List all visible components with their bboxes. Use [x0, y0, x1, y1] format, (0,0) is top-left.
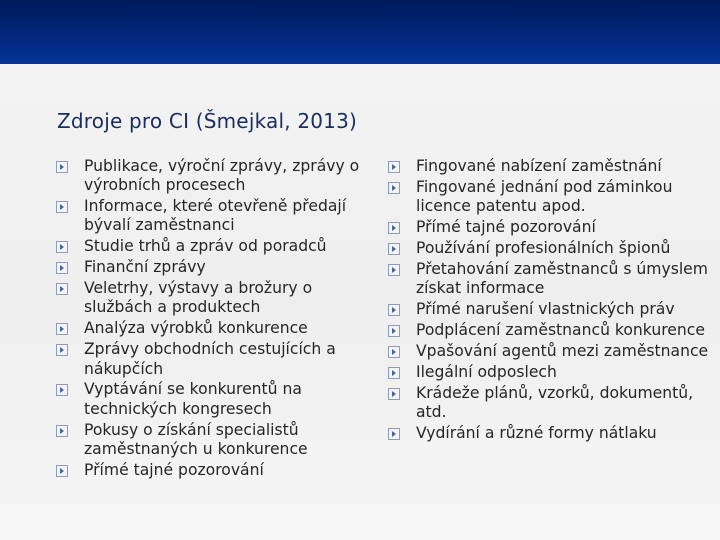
list-item-text: Vyptávání se konkurentů na technických kongresech [84, 380, 302, 418]
list-item-text: Fingované nabízení zaměstnání [416, 157, 662, 175]
list-item-text: Zprávy obchodních cestujících a nákupčích [84, 340, 336, 378]
list-item [388, 363, 710, 382]
list-item [388, 384, 710, 423]
square-arrow-bullet-icon [388, 182, 400, 194]
list-item-text: Přímé narušení vlastnických práv [416, 300, 675, 319]
square-arrow-bullet-icon [388, 304, 400, 316]
square-arrow-bullet-icon [388, 367, 400, 379]
list-item [388, 239, 710, 258]
square-arrow-bullet-icon [388, 325, 400, 337]
list-item-text: Používání profesionálních špionů [416, 238, 671, 257]
square-arrow-bullet-icon [56, 283, 68, 295]
list-item [56, 279, 376, 318]
list-item-text: Přímé tajné pozorování [84, 460, 264, 479]
square-arrow-bullet-icon [388, 388, 400, 400]
slide-title: Zdroje pro CI (Šmejkal, 2013) [57, 109, 358, 133]
list-item [56, 319, 376, 338]
list-item [56, 197, 376, 236]
square-arrow-bullet-icon [388, 346, 400, 358]
right-bullet-list [388, 157, 710, 443]
list-item-text: Studie trhů a zpráv od poradců [84, 237, 327, 256]
square-arrow-bullet-icon [388, 222, 400, 234]
list-item [56, 380, 376, 419]
list-item-text: Analýza výrobků konkurence [84, 319, 308, 338]
square-arrow-bullet-icon [388, 264, 400, 276]
list-item-text: Vpašování agentů mezi zaměstnance [416, 341, 709, 360]
list-item [388, 157, 710, 176]
square-arrow-bullet-icon [56, 161, 68, 173]
list-item [388, 342, 710, 361]
square-arrow-bullet-icon [388, 428, 400, 440]
list-item-text: Veletrhy, výstavy a brožury o službách a produktech [84, 279, 313, 317]
list-item-text: Fingované jednání pod záminkou licence patentu apod. [416, 177, 673, 216]
list-item-text: Finanční zprávy [84, 258, 206, 277]
list-item-text: Přetahování zaměstnanců s úmyslem získat informace [416, 259, 708, 298]
list-item [56, 340, 376, 379]
list-item [388, 218, 710, 237]
list-item [388, 424, 710, 443]
list-item [388, 178, 710, 217]
list-item-text: Přímé tajné pozorování [416, 218, 596, 237]
square-arrow-bullet-icon [56, 241, 68, 253]
list-item-text: Krádeže plánů, vzorků, dokumentů, atd. [416, 383, 694, 421]
list-item-text: Pokusy o získání specialistů zaměstnaných u konkurence [84, 420, 308, 458]
list-item [56, 157, 376, 196]
list-item-text: Podplácení zaměstnanců konkurence [416, 320, 705, 339]
list-item [56, 258, 376, 277]
list-item-text: Informace, které otevřeně předají bývalí zaměstnanci [84, 197, 347, 235]
list-item-text: Ilegální odposlech [416, 362, 557, 381]
square-arrow-bullet-icon [56, 262, 68, 274]
list-item-text: Publikace, výroční zprávy, zprávy o výrobních procesech [84, 157, 360, 195]
square-arrow-bullet-icon [388, 161, 400, 173]
square-arrow-bullet-icon [56, 425, 68, 437]
list-item [388, 321, 710, 340]
square-arrow-bullet-icon [56, 465, 68, 477]
list-item [388, 260, 710, 299]
square-arrow-bullet-icon [56, 201, 68, 213]
list-item [56, 461, 376, 480]
square-arrow-bullet-icon [56, 384, 68, 396]
square-arrow-bullet-icon [56, 344, 68, 356]
header-band [0, 0, 720, 64]
left-bullet-list [56, 157, 376, 480]
list-item [56, 237, 376, 256]
list-item-text: Vydírání a různé formy nátlaku [416, 423, 657, 442]
square-arrow-bullet-icon [388, 243, 400, 255]
square-arrow-bullet-icon [56, 323, 68, 335]
list-item [388, 300, 710, 319]
list-item [56, 421, 376, 460]
